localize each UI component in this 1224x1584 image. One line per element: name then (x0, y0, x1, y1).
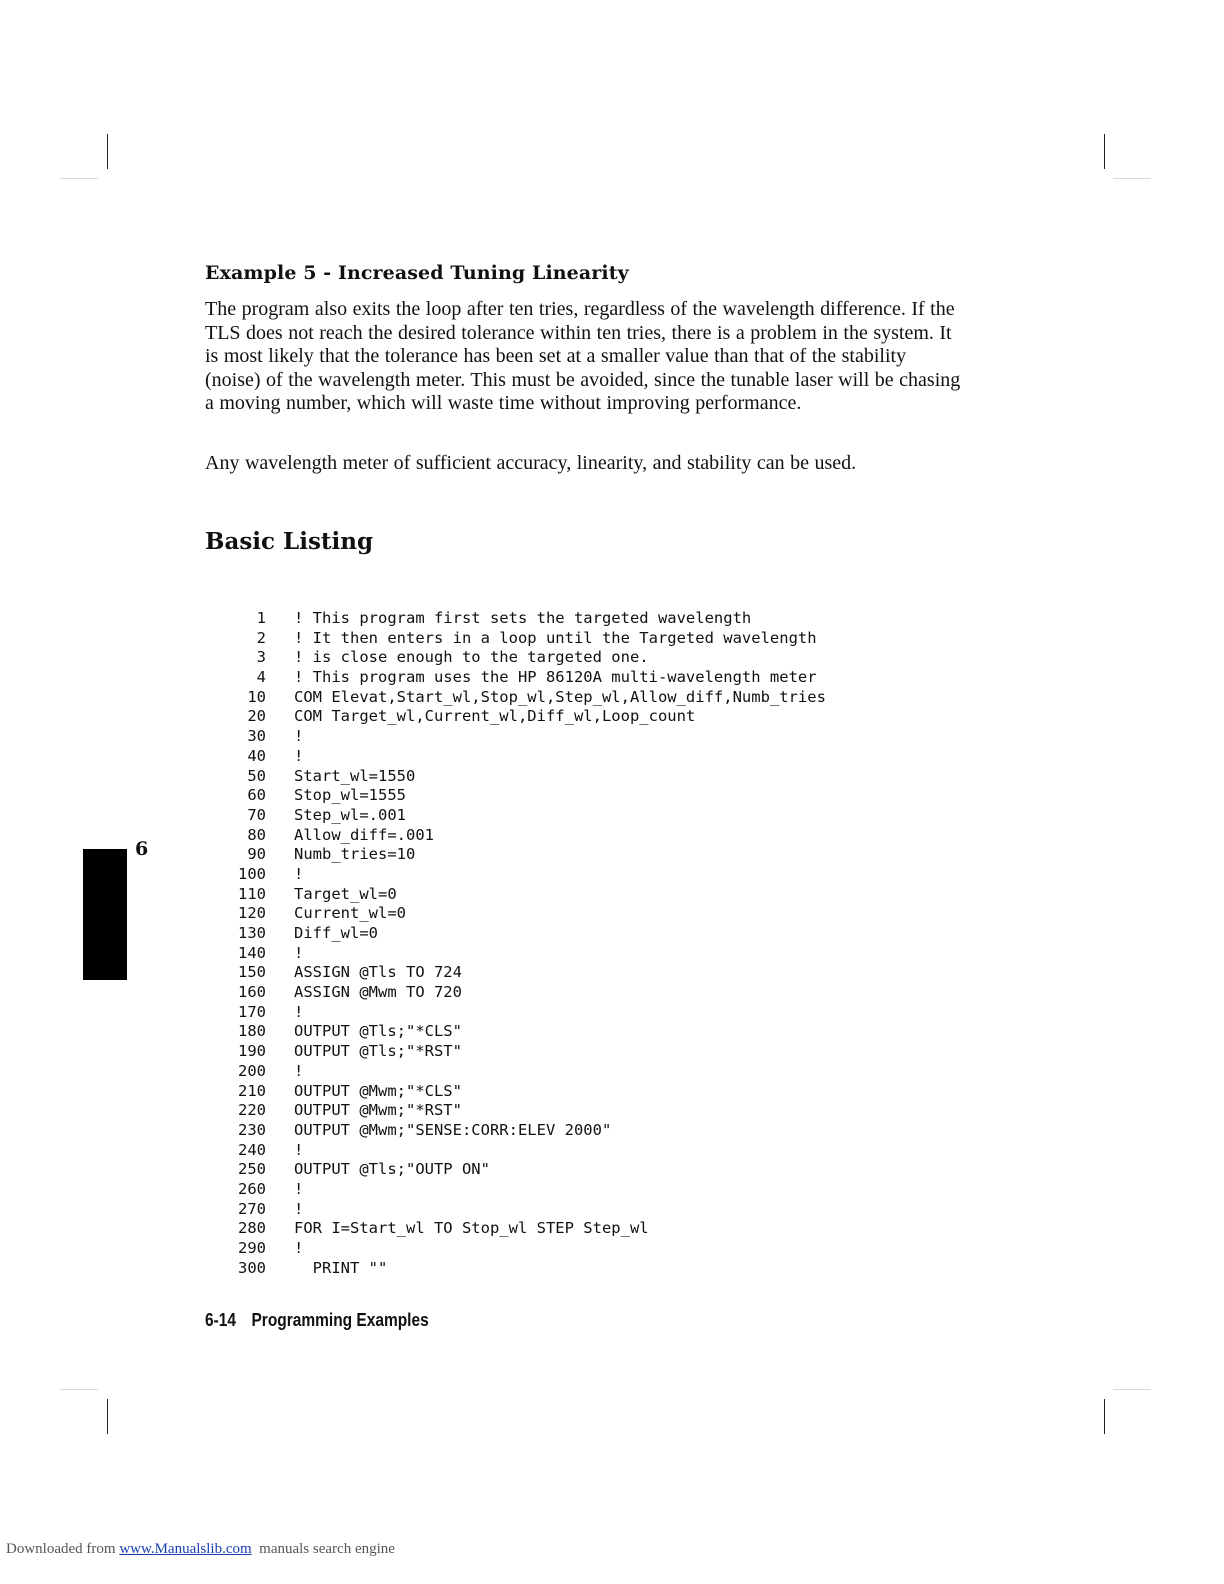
line-number: 200 (238, 1061, 266, 1080)
line-number: 250 (238, 1160, 266, 1179)
code-line (230, 1101, 826, 1121)
line-number: 110 (238, 884, 266, 903)
line-number: 150 (238, 963, 266, 982)
line-code: ! (294, 746, 304, 765)
code-line (230, 707, 826, 727)
code-line (230, 629, 826, 649)
body-paragraph: The program also exits the loop after ten tries, regardless of the wavelength difference. If the TLS does not reach the desired tolerance within ten tries, there is a problem in the system. It is most likely that the tolerance has been set at a smaller value than that of the stability (noise) of the wavelength meter. This must be avoided, since the tunable laser will be chasing a moving number, which will waste time without improving performance. (205, 298, 961, 415)
code-line (230, 963, 826, 983)
download-note-suffix: manuals search engine (251, 1541, 395, 1557)
code-line (230, 1259, 826, 1279)
code-line (230, 806, 826, 826)
line-number: 4 (256, 668, 266, 687)
line-number: 220 (238, 1101, 266, 1120)
footer-section-name: Programming Examples (251, 1310, 429, 1330)
code-line (230, 668, 826, 688)
line-number: 50 (247, 766, 266, 785)
code-line (230, 727, 826, 747)
line-number: 60 (247, 786, 266, 805)
crop-mark-top-left (107, 134, 108, 169)
line-number: 240 (238, 1140, 266, 1159)
code-line (230, 944, 826, 964)
line-code: COM Target_wl,Current_wl,Diff_wl,Loop_count (294, 707, 696, 726)
code-line (230, 904, 826, 924)
line-number: 130 (238, 924, 266, 942)
line-code: ! (294, 943, 304, 962)
line-code: PRINT "" (294, 1258, 388, 1277)
line-code: ! (294, 1239, 304, 1257)
line-code: Allow_diff=.001 (294, 825, 434, 844)
code-line (230, 767, 826, 787)
code-line (230, 1219, 826, 1239)
line-number: 140 (238, 943, 266, 962)
manualslib-link[interactable]: www.Manualslib.com (119, 1541, 252, 1557)
code-line (230, 885, 826, 905)
line-code: ! (294, 864, 304, 883)
code-line (230, 865, 826, 885)
code-line (230, 1160, 826, 1180)
line-code: ! This program uses the HP 86120A multi-wavelength meter (294, 668, 817, 687)
crop-mark-bottom-left (107, 1399, 108, 1434)
line-number: 10 (247, 687, 266, 706)
chapter-tab (83, 849, 127, 980)
line-code: Stop_wl=1555 (294, 786, 406, 805)
line-number: 270 (238, 1199, 266, 1218)
code-line (230, 1180, 826, 1200)
page-footer (205, 1310, 429, 1331)
line-code: ! (294, 1140, 304, 1159)
line-number: 260 (238, 1179, 266, 1198)
code-line (230, 1121, 826, 1141)
line-code: ! (294, 1061, 304, 1080)
crop-mark-bottom-right (1104, 1399, 1105, 1434)
download-note-prefix: Downloaded from (6, 1541, 120, 1557)
download-note (6, 1541, 395, 1558)
line-code: OUTPUT @Tls;"*CLS" (294, 1022, 462, 1041)
code-listing (230, 609, 826, 1278)
code-line (230, 1200, 826, 1220)
line-number: 100 (238, 864, 266, 883)
example-heading: Example 5 - Increased Tuning Linearity (205, 262, 629, 284)
line-code: ! (294, 1179, 304, 1198)
line-number: 90 (247, 845, 266, 864)
line-number: 180 (238, 1022, 266, 1041)
line-code: ! (294, 1199, 304, 1218)
crop-mark-top-right (1104, 134, 1105, 169)
code-line (230, 1003, 826, 1023)
footer-page-number: 6-14 (205, 1310, 236, 1330)
crop-rule-bottom-left (60, 1389, 98, 1390)
line-code: FOR I=Start_wl TO Stop_wl STEP Step_wl (294, 1219, 649, 1238)
line-number: 280 (238, 1219, 266, 1238)
chapter-tab-number: 6 (135, 838, 149, 860)
line-number: 80 (247, 825, 266, 844)
line-code: ASSIGN @Mwm TO 720 (294, 983, 462, 1002)
line-number: 230 (238, 1120, 266, 1139)
line-code: OUTPUT @Mwm;"SENSE:CORR:ELEV 2000" (294, 1120, 612, 1139)
code-line (230, 1022, 826, 1042)
line-code: Target_wl=0 (294, 884, 397, 903)
line-number: 30 (247, 727, 266, 746)
listing-heading: Basic Listing (205, 528, 374, 555)
crop-rule-top-left (60, 178, 98, 179)
line-code: ! (294, 1002, 304, 1021)
line-code: Current_wl=0 (294, 904, 406, 923)
line-number: 3 (256, 648, 266, 667)
body-paragraph: Any wavelength meter of sufficient accuracy, linearity, and stability can be used. (205, 452, 857, 474)
line-code: Start_wl=1550 (294, 766, 416, 785)
line-code: OUTPUT @Mwm;"*CLS" (294, 1081, 462, 1100)
line-number: 1 (256, 609, 266, 627)
code-line (230, 983, 826, 1003)
line-code: ASSIGN @Tls TO 724 (294, 963, 462, 982)
line-number: 210 (238, 1081, 266, 1100)
code-line (230, 826, 826, 846)
line-code: ! It then enters in a loop until the Targeted wavelength (294, 628, 817, 647)
code-line (230, 924, 826, 944)
line-code: Step_wl=.001 (294, 805, 406, 824)
line-number: 190 (238, 1042, 266, 1061)
line-number: 2 (256, 628, 266, 647)
code-line (230, 688, 826, 708)
code-line (230, 786, 826, 806)
line-number: 40 (247, 746, 266, 765)
code-line (230, 1082, 826, 1102)
line-number: 120 (238, 904, 266, 923)
line-code: ! is close enough to the targeted one. (294, 648, 649, 667)
code-line (230, 1141, 826, 1161)
line-code: Diff_wl=0 (294, 924, 378, 942)
line-number: 160 (238, 983, 266, 1002)
line-number: 170 (238, 1002, 266, 1021)
code-line (230, 747, 826, 767)
code-line (230, 845, 826, 865)
code-line (230, 1062, 826, 1082)
code-line (230, 1042, 826, 1062)
line-number: 70 (247, 805, 266, 824)
line-code: ! This program first sets the targeted wavelength (294, 609, 752, 627)
line-code: COM Elevat,Start_wl,Stop_wl,Step_wl,Allow_diff,Numb_tries (294, 687, 826, 706)
line-code: OUTPUT @Tls;"*RST" (294, 1042, 462, 1061)
line-number: 20 (247, 707, 266, 726)
crop-rule-top-right (1113, 178, 1151, 179)
code-line (230, 648, 826, 668)
line-code: ! (294, 727, 304, 746)
code-line (230, 609, 826, 629)
code-line (230, 1239, 826, 1259)
line-code: OUTPUT @Tls;"OUTP ON" (294, 1160, 490, 1179)
line-number: 290 (238, 1239, 266, 1257)
crop-rule-bottom-right (1113, 1389, 1151, 1390)
line-code: Numb_tries=10 (294, 845, 416, 864)
line-code: OUTPUT @Mwm;"*RST" (294, 1101, 462, 1120)
line-number: 300 (238, 1258, 266, 1277)
